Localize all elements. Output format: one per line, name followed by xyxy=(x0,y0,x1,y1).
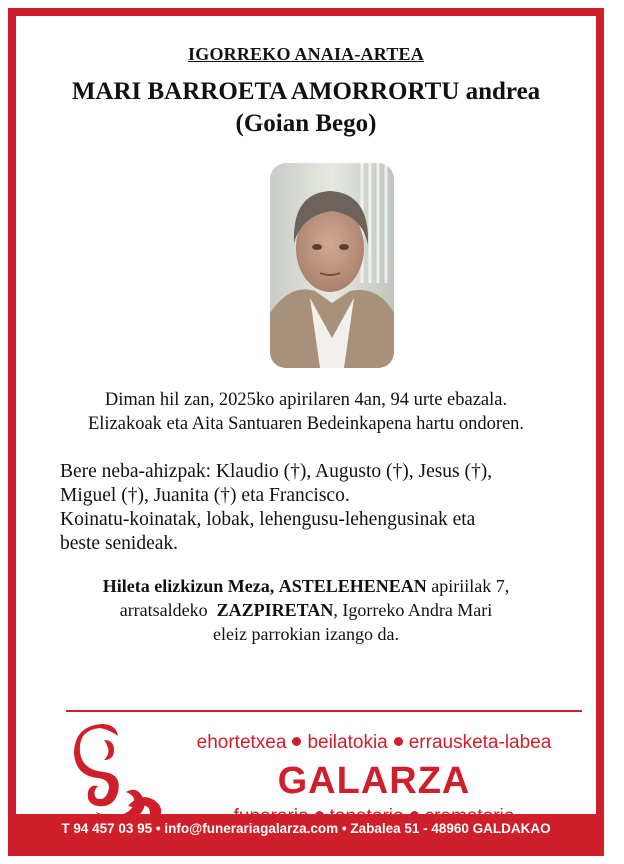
family-line: Miguel (†), Juanita (†) eta Francisco. xyxy=(60,485,350,506)
family-list xyxy=(60,460,566,556)
death-announcement xyxy=(16,388,596,436)
bullet-icon xyxy=(292,737,301,746)
service-item: beilatokia xyxy=(307,732,388,753)
service-item: errausketa-labea xyxy=(408,732,552,753)
notice-border xyxy=(8,8,604,856)
funeral-date: apiriilak 7, xyxy=(426,576,510,596)
funeral-time-prefix: arratsaldeko xyxy=(119,600,217,620)
funeral-day: ASTELEHENEAN xyxy=(278,576,427,596)
funeral-details xyxy=(16,574,596,646)
brand-name: GALARZA xyxy=(277,760,471,802)
association-title: IGORREKO ANAIA-ARTEA xyxy=(188,44,424,64)
funeral-church: eleiz parrokian izango da. xyxy=(213,624,399,644)
death-line: Diman hil zan, 2025ko apirilaren 4an, 94 urte ebazala. xyxy=(104,390,508,410)
funeral-time: ZAZPIRETAN xyxy=(216,600,334,620)
family-line: Koinatu-koinatak, lobak, lehengusu-lehengusinak eta xyxy=(60,509,476,530)
funeral-mass-label: Hileta elizkizun Meza, xyxy=(102,576,275,596)
deceased-name: MARI BARROETA AMORRORTU andrea xyxy=(71,78,541,105)
family-line: Bere neba-ahizpak: Klaudio (†), Augusto (†), Jesus (†), xyxy=(60,461,493,482)
sacraments-line: Elizakoak eta Aita Santuaren Bedeinkapena hartu ondoren. xyxy=(87,414,525,434)
divider xyxy=(66,710,582,712)
rest-in-peace-line: (Goian Bego) xyxy=(235,110,377,137)
services-basque xyxy=(159,732,589,754)
service-item: ehortetxea xyxy=(196,732,287,753)
funeral-place: , Igorreko Andra Mari xyxy=(333,600,493,620)
deceased-portrait xyxy=(270,163,394,368)
contact-footer: T 94 457 03 95 • info@funerariagalarza.com • Zabalea 51 - 48960 GALDAKAO xyxy=(16,814,596,848)
family-line: beste senideak. xyxy=(60,533,179,554)
bullet-icon xyxy=(394,737,403,746)
